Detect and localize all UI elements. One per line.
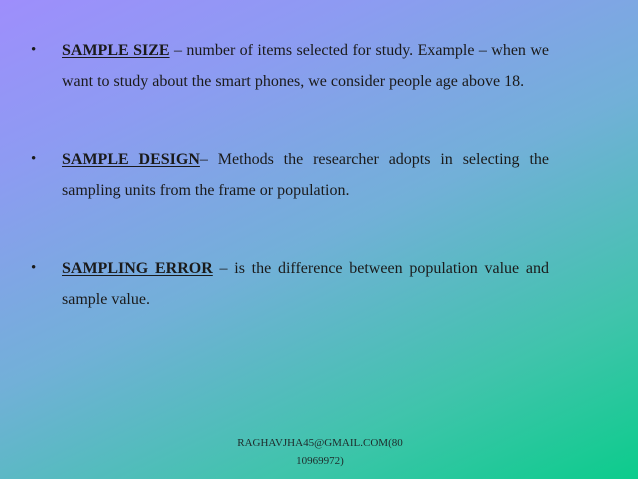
bullet-sampling-error bbox=[31, 253, 549, 315]
bullet-term: SAMPLING ERROR bbox=[62, 260, 213, 277]
bullet-dot-icon: • bbox=[31, 42, 37, 58]
bullet-sample-size bbox=[31, 35, 549, 97]
bullet-list bbox=[31, 35, 549, 315]
bullet-text: – is the difference between population value and sample value. bbox=[62, 260, 549, 308]
bullet-dot-icon: • bbox=[31, 151, 37, 167]
bullet-sample-design bbox=[31, 144, 549, 206]
bullet-text: – Methods the researcher adopts in selecting the sampling units from the frame or population. bbox=[62, 151, 549, 199]
bullet-term: SAMPLE SIZE bbox=[62, 42, 170, 59]
footer-line: 10969972) bbox=[296, 455, 344, 467]
bullet-term: SAMPLE DESIGN bbox=[62, 151, 200, 168]
footer-contact bbox=[200, 434, 440, 470]
footer-line: RAGHAVJHA45@GMAIL.COM(80 bbox=[237, 437, 403, 449]
bullet-dot-icon: • bbox=[31, 260, 37, 276]
bullet-text: – number of items selected for study. Example – when we want to study about the smart phones, we consider people age above 18. bbox=[62, 42, 550, 90]
